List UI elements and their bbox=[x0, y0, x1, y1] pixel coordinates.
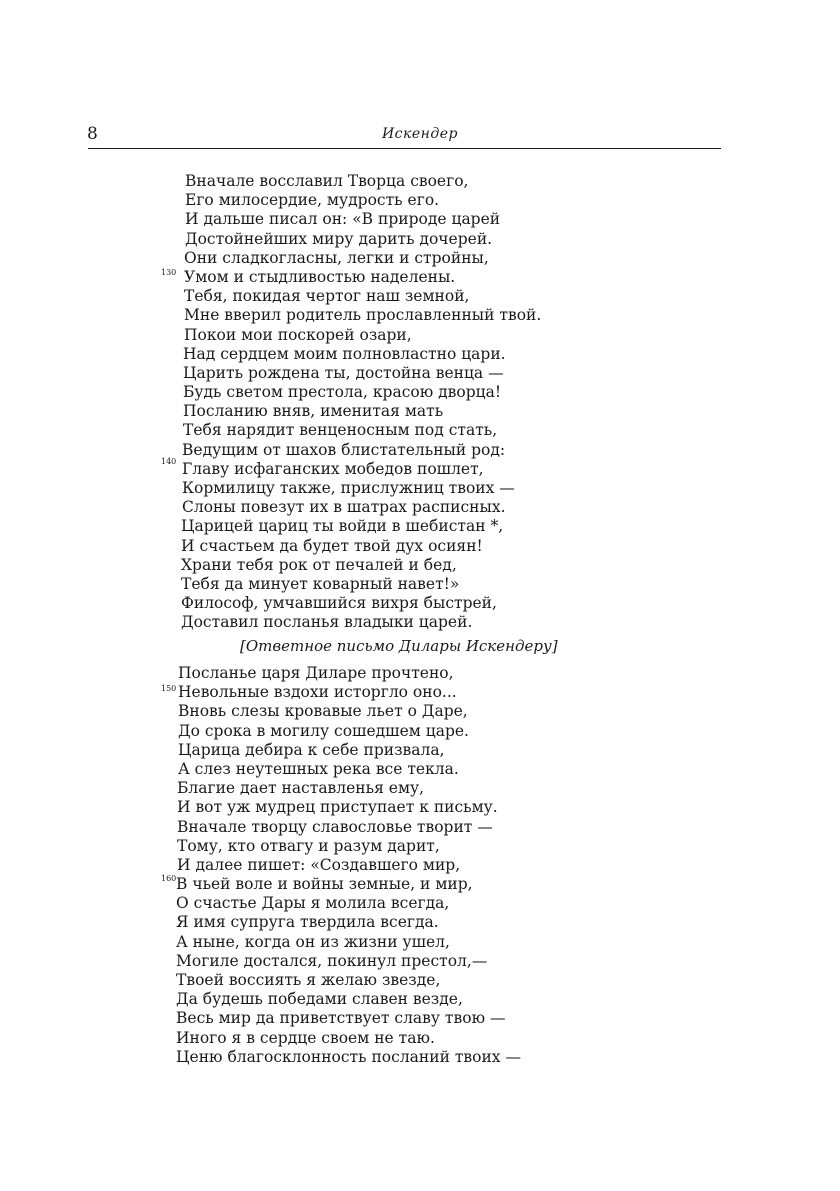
verse-line: Вновь слезы кровавые льет о Даре, bbox=[178, 702, 468, 721]
line-number: 160 bbox=[161, 874, 177, 883]
verse-line: Главу исфаганских мобедов пошлет, bbox=[182, 459, 484, 478]
verse-line: Тебя, покидая чертог наш земной, bbox=[184, 287, 470, 306]
verse-line: Достойнейших миру дарить дочерей. bbox=[185, 229, 493, 248]
verse-line: А слез неутешных река все текла. bbox=[178, 759, 459, 778]
verse-line: А ныне, когда он из жизни ушел, bbox=[176, 932, 450, 951]
verse-line: Ценю благосклонность посланий твоих — bbox=[176, 1047, 521, 1066]
line-number: 140 bbox=[161, 457, 177, 466]
verse-line: Невольные вздохи исторгло оно... bbox=[178, 683, 457, 702]
page-number: 8 bbox=[87, 124, 98, 144]
verse-line: Они сладкогласны, легки и стройны, bbox=[184, 248, 489, 267]
verse-section-1 bbox=[181, 172, 541, 633]
verse-line: Кормилицу также, прислужниц твоих — bbox=[182, 479, 515, 497]
verse-line: В чьей воле и войны земные, и мир, bbox=[176, 875, 473, 894]
verse-line: Умом и стыдливостью наделены. bbox=[184, 267, 456, 286]
verse-line: Слоны повезут их в шатрах расписных. bbox=[182, 498, 506, 517]
verse-line: Вначале восславил Творца своего, bbox=[185, 172, 469, 190]
verse-line: Будь светом престола, красою дворца! bbox=[183, 383, 502, 402]
verse-line: О счастье Дары я молила всегда, bbox=[176, 894, 450, 913]
verse-line: И далее пишет: «Создавшего мир, bbox=[177, 855, 461, 874]
verse-line: И дальше писал он: «В природе царей bbox=[185, 210, 501, 229]
section-subheading: [Ответное письмо Дилары Искендеру] bbox=[240, 637, 558, 655]
verse-line: Твоей воссиять я желаю звезде, bbox=[176, 971, 441, 989]
verse-line: Покои мои поскорей озари, bbox=[184, 325, 412, 344]
verse-line: Посланье царя Диларе прочтено, bbox=[178, 664, 454, 682]
verse-line: Над сердцем моим полновластно цари. bbox=[183, 344, 506, 363]
line-number: 130 bbox=[161, 268, 177, 277]
verse-line: Тому, кто отвагу и разум дарит, bbox=[177, 836, 440, 855]
verse-line: Иного я в сердце своем не таю. bbox=[176, 1028, 435, 1047]
verse-line: Да будешь победами славен везде, bbox=[176, 990, 463, 1009]
verse-line: Храни тебя рок от печалей и бед, bbox=[181, 555, 457, 574]
verse-line: Тебя нарядит венценосным под стать, bbox=[183, 421, 498, 440]
verse-line: Царица дебира к себе призвала, bbox=[178, 740, 445, 759]
line-number: 150 bbox=[161, 684, 177, 693]
verse-line: Царицей цариц ты войди в шебистан *, bbox=[181, 517, 504, 536]
verse-line: Посланию вняв, именитая мать bbox=[183, 402, 444, 421]
verse-line: Весь мир да приветствует славу твою — bbox=[176, 1009, 506, 1028]
verse-section-2 bbox=[176, 664, 521, 1067]
verse-line: И счастьем да будет твой дух осиян! bbox=[181, 536, 483, 555]
header-rule bbox=[88, 148, 721, 149]
running-title: Искендер bbox=[381, 126, 459, 142]
verse-line: Доставил посланья владыки царей. bbox=[181, 613, 473, 632]
verse-line: Его милосердие, мудрость его. bbox=[185, 191, 440, 210]
verse-line: Я имя супруга твердила всегда. bbox=[176, 913, 439, 932]
verse-line: Философ, умчавшийся вихря быстрей, bbox=[181, 594, 497, 613]
verse-line: Тебя да минует коварный навет!» bbox=[181, 574, 460, 593]
verse-line: И вот уж мудрец приступает к письму. bbox=[177, 798, 498, 817]
verse-line: Благие дает наставленья ему, bbox=[177, 779, 425, 798]
verse-line: Могиле достался, покинул престол,— bbox=[176, 951, 488, 970]
verse-line: Вначале творцу славословье творит — bbox=[177, 817, 493, 836]
verse-line: Мне вверил родитель прославленный твой. bbox=[184, 306, 542, 325]
verse-line: Царить рождена ты, достойна венца — bbox=[183, 363, 504, 382]
verse-line: До срока в могилу сошедшем царе. bbox=[178, 721, 469, 740]
verse-line: Ведущим от шахов блистательный род: bbox=[182, 440, 506, 459]
